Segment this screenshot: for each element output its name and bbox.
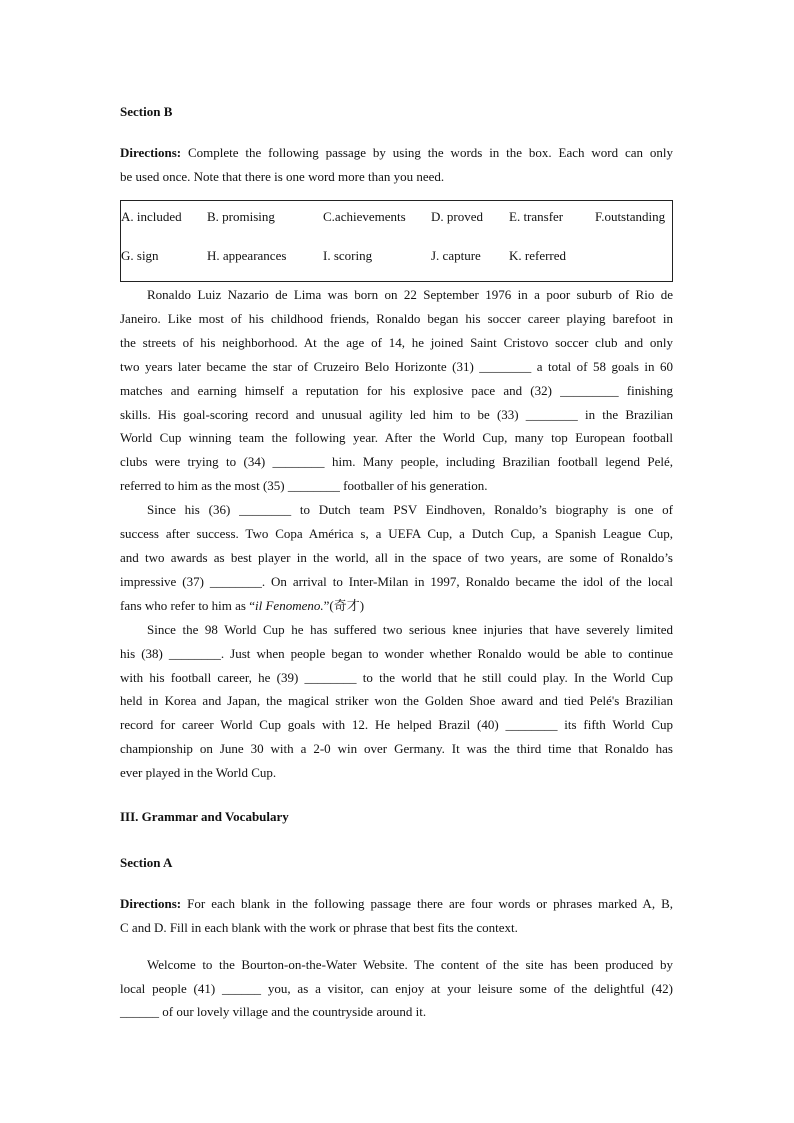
word-option: K. referred <box>509 248 567 263</box>
passage-line: Janeiro. Like most of his childhood friends, Ronaldo began his soccer career playing barefoot in <box>120 310 673 326</box>
directions-label: Directions: <box>120 896 182 912</box>
directions-text-line: For each blank in the following passage there are four words or phrases marked A, B, <box>187 896 673 912</box>
word-option: B. promising <box>207 209 275 224</box>
passage-line: matches and earning himself a reputation for his explosive pace and (32) _________ finishing <box>120 382 673 398</box>
directions-text-line: be used once. Note that there is one word more than you need. <box>120 168 445 184</box>
section-a-title: Section A <box>120 855 173 871</box>
passage-line: held in Korea and Japan, the magical striker won the Golden Shoe award and tied Pelé's Brazilian <box>120 693 673 709</box>
section-a-directions <box>120 892 673 939</box>
word-option: D. proved <box>431 209 483 224</box>
passage-line <box>120 594 673 618</box>
section-b-title: Section B <box>120 104 173 119</box>
word-box <box>120 200 673 282</box>
directions-text-line: Complete the following passage by using the words in the box. Each word can only <box>188 145 673 160</box>
passage-line: ______ of our lovely village and the countryside around it. <box>120 1004 427 1020</box>
part-iii-title: III. Grammar and Vocabulary <box>120 809 289 825</box>
document-page <box>120 100 673 1024</box>
section-b-directions <box>120 141 673 188</box>
passage-line: Since his (36) ________ to Dutch team PSV Eindhoven, Ronaldo’s biography is one of <box>147 502 673 518</box>
passage-line: championship on June 30 with a 2-0 win over Germany. It was the third time that Ronaldo has <box>120 741 673 757</box>
passage-line: ever played in the World Cup. <box>120 765 277 781</box>
word-option: I. scoring <box>323 248 373 263</box>
section-b-passage <box>120 283 673 785</box>
passage-line: skills. His goal-scoring record and unusual agility led him to be (33) ________ in the Brazilian <box>120 406 673 422</box>
passage-line: success after success. Two Copa América s, a UEFA Cup, a Dutch Cup, a Spanish League Cup, <box>120 526 673 542</box>
passage-line: two years later became the star of Cruzeiro Belo Horizonte (31) ________ a total of 58 goals in 60 <box>120 358 673 374</box>
word-option: F.outstanding <box>595 209 666 224</box>
passage-line: his (38) ________. Just when people began to wonder whether Ronaldo would be able to continue <box>120 645 673 661</box>
passage-line: the streets of his neighborhood. At the age of 14, he joined Saint Cristovo soccer club and only <box>120 334 673 350</box>
directions-label: Directions: <box>120 145 182 160</box>
word-option: H. appearances <box>207 248 287 263</box>
directions-text-line: C and D. Fill in each blank with the work or phrase that best fits the context. <box>120 919 518 935</box>
passage-line: impressive (37) ________. On arrival to Inter-Milan in 1997, Ronaldo became the idol of the local <box>120 573 673 589</box>
passage-line: World Cup winning team the following year. After the World Cup, many top European football <box>120 430 673 446</box>
fans-text: fans who refer to him as “ <box>120 597 256 613</box>
word-option: C.achievements <box>323 209 406 224</box>
word-option: E. transfer <box>509 209 564 224</box>
passage-line: Ronaldo Luiz Nazario de Lima was born on 22 September 1976 in a poor suburb of Rio de <box>147 287 673 302</box>
passage-line: record for career World Cup goals with 12. He helped Brazil (40) ________ its fifth World Cup <box>120 717 673 733</box>
passage-line: and two awards as best player in the world, all in the space of two years, are some of Ronaldo’s <box>120 549 673 565</box>
passage-line: clubs were trying to (34) ________ him. Many people, including Brazilian football legend Pelé, <box>120 454 673 470</box>
passage-line: with his football career, he (39) ________ to the world that he still could play. In the World Cup <box>120 669 673 685</box>
fans-suffix-text: ”(奇才) <box>323 597 365 613</box>
passage-line: local people (41) ______ you, as a visitor, can enjoy at your leisure some of the delightful (42) <box>120 980 673 996</box>
word-option: G. sign <box>121 248 159 263</box>
word-option: J. capture <box>431 248 481 263</box>
section-a-passage <box>120 953 673 1024</box>
passage-line: referred to him as the most (35) ________ footballer of his generation. <box>120 478 488 494</box>
passage-line: Welcome to the Bourton-on-the-Water Website. The content of the site has been produced by <box>147 957 673 973</box>
passage-line: Since the 98 World Cup he has suffered two serious knee injuries that have severely limited <box>147 621 673 637</box>
fans-italic-text: il Fenomeno. <box>255 597 324 613</box>
word-option: A. included <box>121 209 182 224</box>
